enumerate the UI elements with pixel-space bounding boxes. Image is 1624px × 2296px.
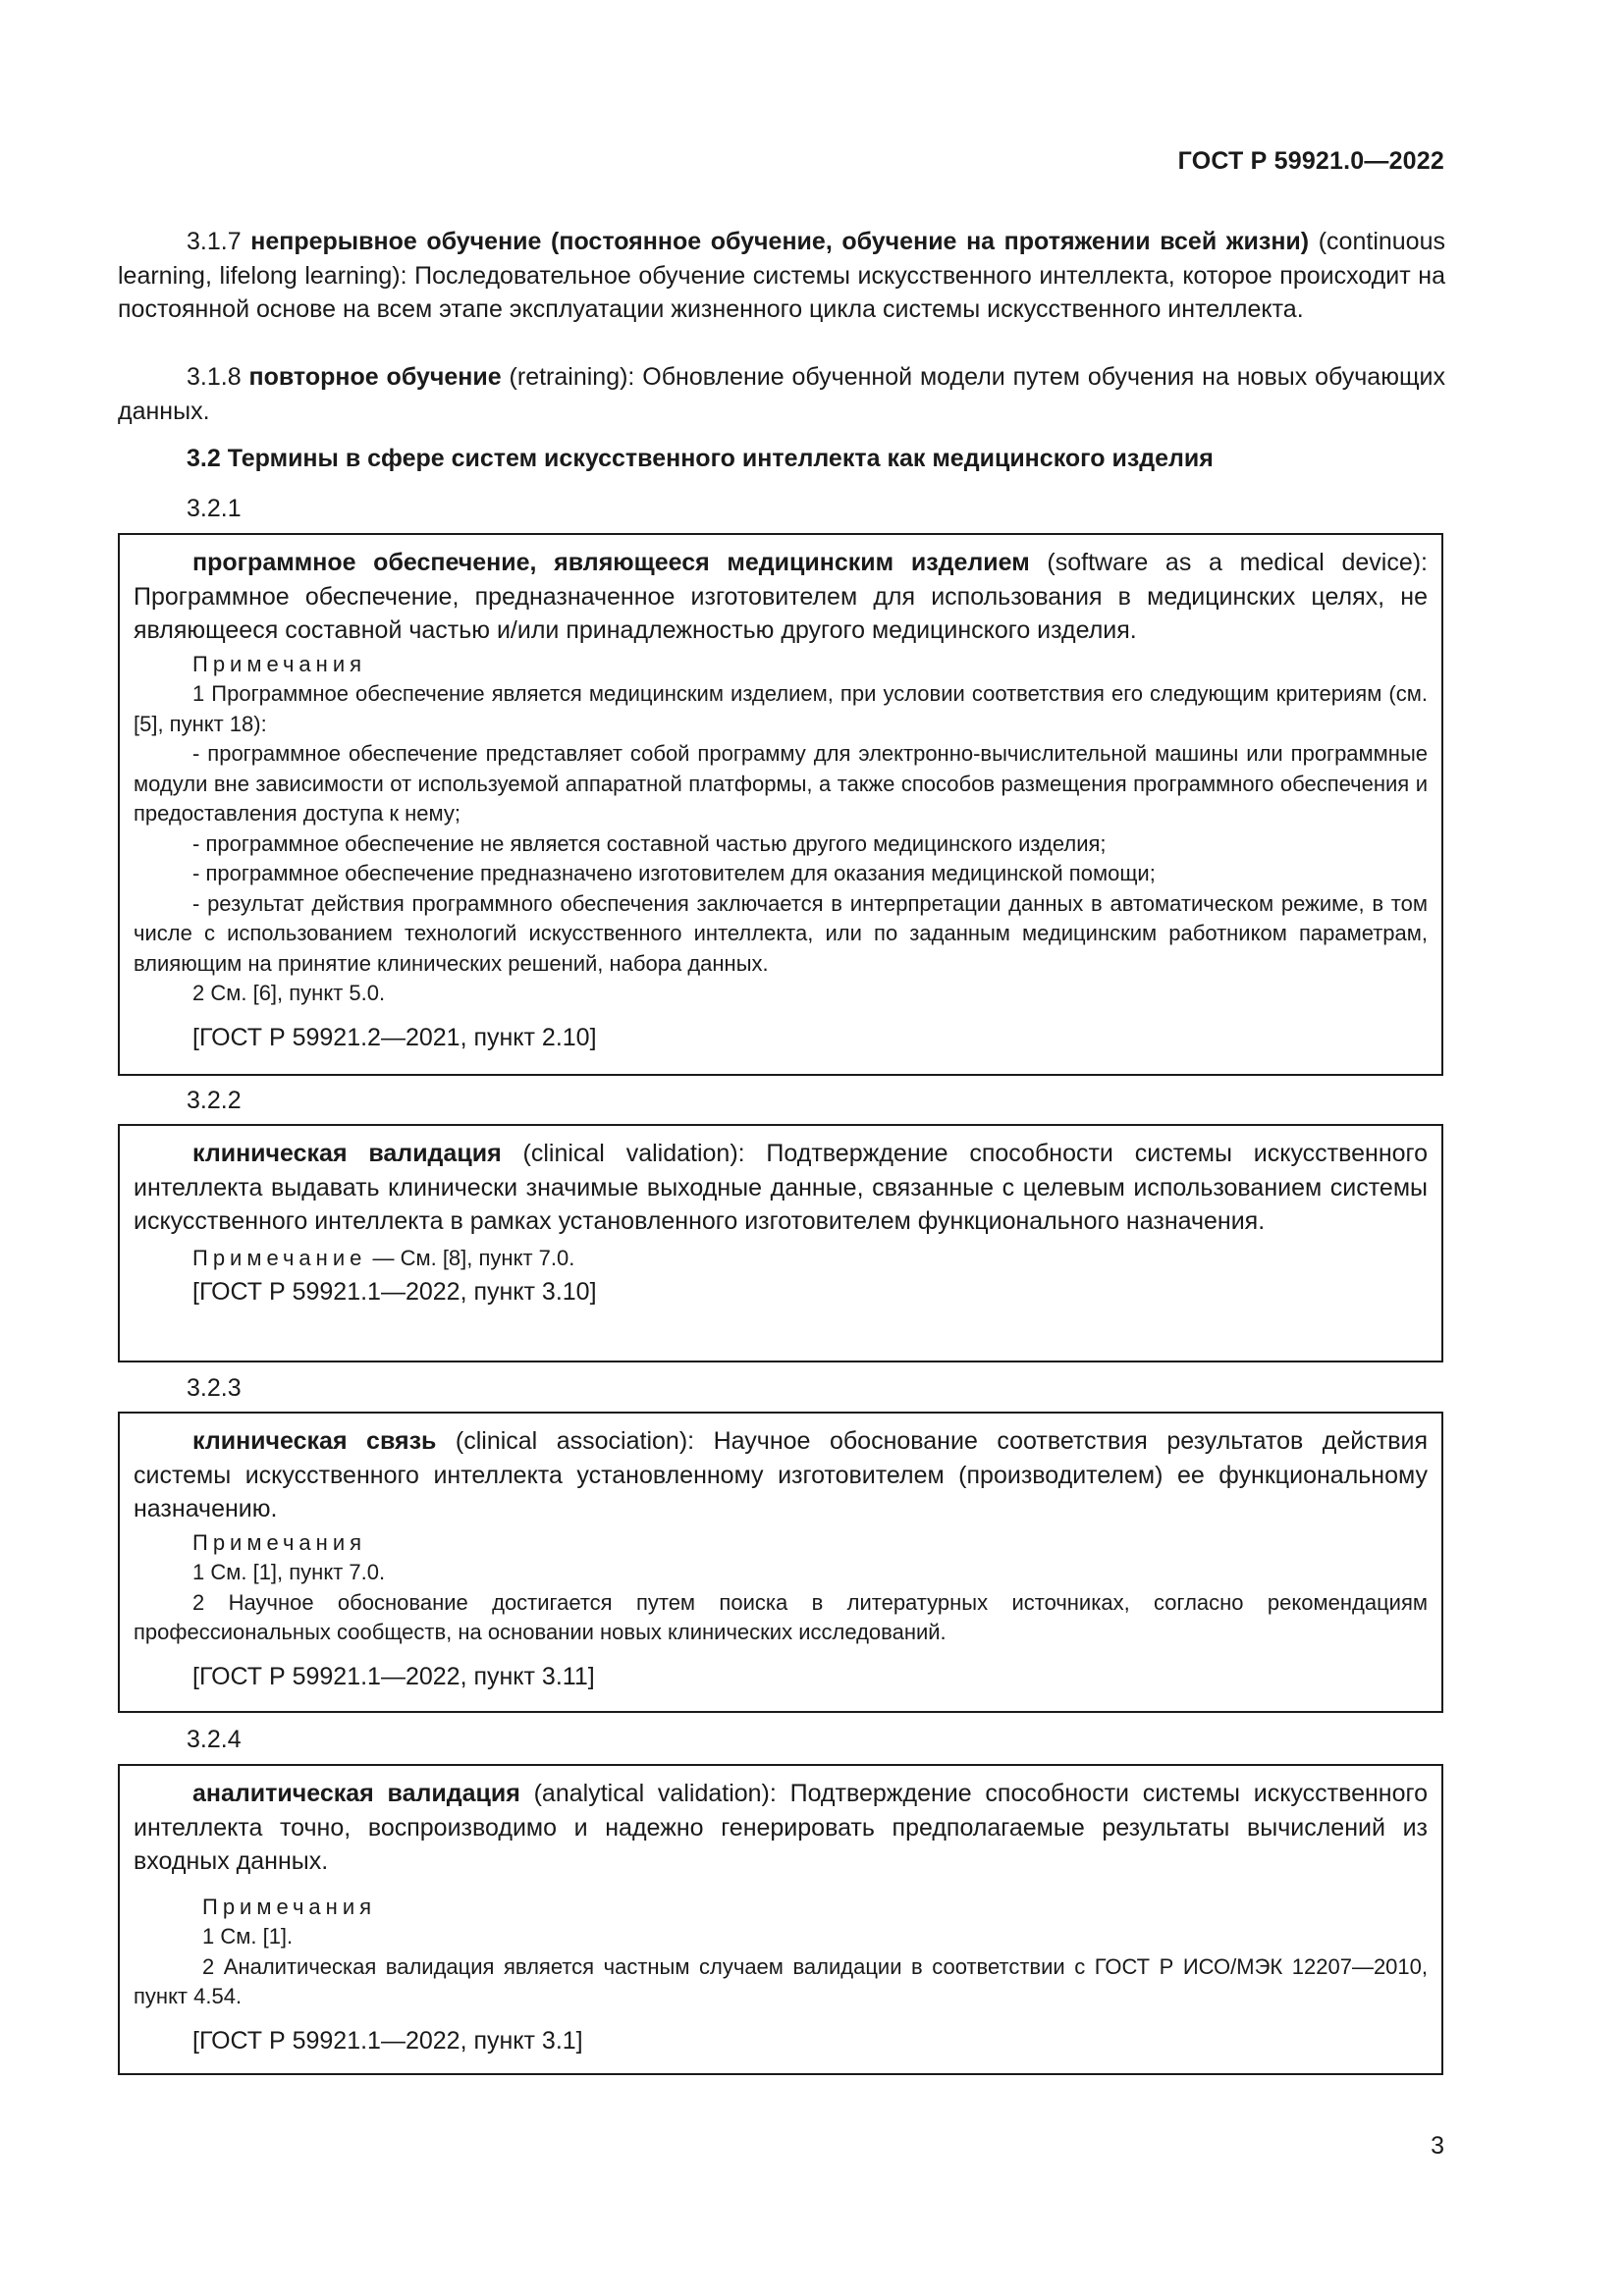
term-definition: (software as a medical device): Программное обеспечение, предназначенное изготовителем для использования в медицинских целях, не являющееся составной частью и/или принадлежностью другого медицинского изделия.	[134, 549, 1428, 644]
term-number: 3.1.8	[187, 363, 242, 391]
term-box-3-2-2	[118, 1124, 1443, 1362]
term-definition-block	[134, 1424, 1428, 1526]
term-definition-block	[134, 1777, 1428, 1879]
note-item: 2 См. [6], пункт 5.0.	[192, 981, 386, 1005]
source-reference: [ГОСТ Р 59921.1—2022, пункт 3.1]	[192, 2026, 583, 2055]
term-paragraph-3-1-8	[118, 360, 1445, 428]
page-number: 3	[1431, 2132, 1444, 2160]
term-box-3-2-4	[118, 1764, 1443, 2075]
term-definition: (continuous learning, lifelong learning): Последовательное обучение системы искусственного интеллекта, которое происходит на постоянной основе на всем этапе эксплуатации жизненного цикла системы искусственного интеллекта.	[118, 228, 1445, 323]
entry-number: 3.2.4	[187, 1726, 242, 1753]
notes-label: Примечания	[192, 651, 367, 676]
term-definition: (retraining): Обновление обученной модели путем обучения на новых обучающих данных.	[118, 363, 1445, 425]
term-definition: (clinical association): Научное обоснование соответствия результатов действия системы искусственного интеллекта установленному изготовителем (производителем) ее функциональному назначению.	[134, 1427, 1428, 1522]
term-number: 3.1.7	[187, 228, 242, 255]
note-text: — См. [8], пункт 7.0.	[372, 1245, 575, 1270]
entry-number: 3.2.2	[187, 1087, 242, 1114]
source-reference: [ГОСТ Р 59921.1—2022, пункт 3.11]	[192, 1662, 595, 1690]
note-item: - программное обеспечение представляет собой программу для электронно-вычислительной машины или программные модули вне зависимости от используемой аппаратной платформы, а также способов размещения программного обеспечения и предоставления доступа к нему;	[134, 741, 1428, 826]
term-definition-block	[134, 546, 1428, 648]
source-reference: [ГОСТ Р 59921.1—2022, пункт 3.10]	[192, 1278, 597, 1306]
term-title: клиническая связь	[192, 1427, 437, 1455]
note-label: Примечание	[192, 1245, 367, 1270]
entry-number: 3.2.1	[187, 495, 242, 522]
note-item: 2 Аналитическая валидация является частным случаем валидации в соответствии с ГОСТ Р ИСО/МЭК 12207—2010, пункт 4.54.	[134, 1953, 1428, 2008]
note-item: 1 См. [1].	[202, 1924, 294, 1949]
term-definition: (analytical validation): Подтверждение способности системы искусственного интеллекта точно, воспроизводимо и надежно генерировать предполагаемые результаты вычислений из входных данных.	[134, 1780, 1428, 1875]
note-item: 1 Программное обеспечение является медицинским изделием, при условии соответствия его следующим критериям (см. [5], пункт 18):	[134, 681, 1428, 736]
term-paragraph-3-1-7	[118, 225, 1445, 327]
source-reference: [ГОСТ Р 59921.2—2021, пункт 2.10]	[192, 1023, 597, 1051]
term-title: аналитическая валидация	[192, 1780, 520, 1807]
term-definition-block	[134, 1137, 1428, 1239]
section-heading: 3.2 Термины в сфере систем искусственного интеллекта как медицинского изделия	[187, 445, 1214, 472]
entry-number: 3.2.3	[187, 1374, 242, 1402]
document-code-header: ГОСТ Р 59921.0—2022	[1177, 147, 1444, 175]
term-title: клиническая валидация	[192, 1140, 502, 1167]
notes-label: Примечания	[192, 1529, 367, 1555]
term-box-3-2-3	[118, 1412, 1443, 1713]
note-item: 1 См. [1], пункт 7.0.	[192, 1560, 386, 1584]
term-box-3-2-1	[118, 533, 1443, 1076]
note-item: 2 Научное обоснование достигается путем поиска в литературных источниках, согласно рекомендациям профессиональных сообществ, на основании новых клинических исследований.	[134, 1589, 1428, 1644]
term-definition: (clinical validation): Подтверждение способности системы искусственного интеллекта выдавать клинически значимые выходные данные, связанные с целевым использованием системы искусственного интеллекта в рамках установленного изготовителем функционального назначения.	[134, 1140, 1429, 1235]
notes-label: Примечания	[202, 1894, 377, 1919]
note-line	[134, 1244, 1428, 1274]
term-title: повторное обучение	[248, 363, 502, 391]
term-title: программное обеспечение, являющееся медицинским изделием	[192, 549, 1030, 576]
note-item: - программное обеспечение не является составной частью другого медицинского изделия;	[192, 830, 1107, 856]
note-item: - программное обеспечение предназначено изготовителем для оказания медицинской помощи;	[192, 861, 1156, 885]
term-title: непрерывное обучение (постоянное обучение, обучение на протяжении всей жизни)	[250, 228, 1310, 255]
note-item: - результат действия программного обеспечения заключается в интерпретации данных в автоматическом режиме, в том числе с использованием технологий искусственного интеллекта, или по заданным медицинским работником параметрам, влияющим на принятие клинических решений, набора данных.	[134, 890, 1428, 976]
